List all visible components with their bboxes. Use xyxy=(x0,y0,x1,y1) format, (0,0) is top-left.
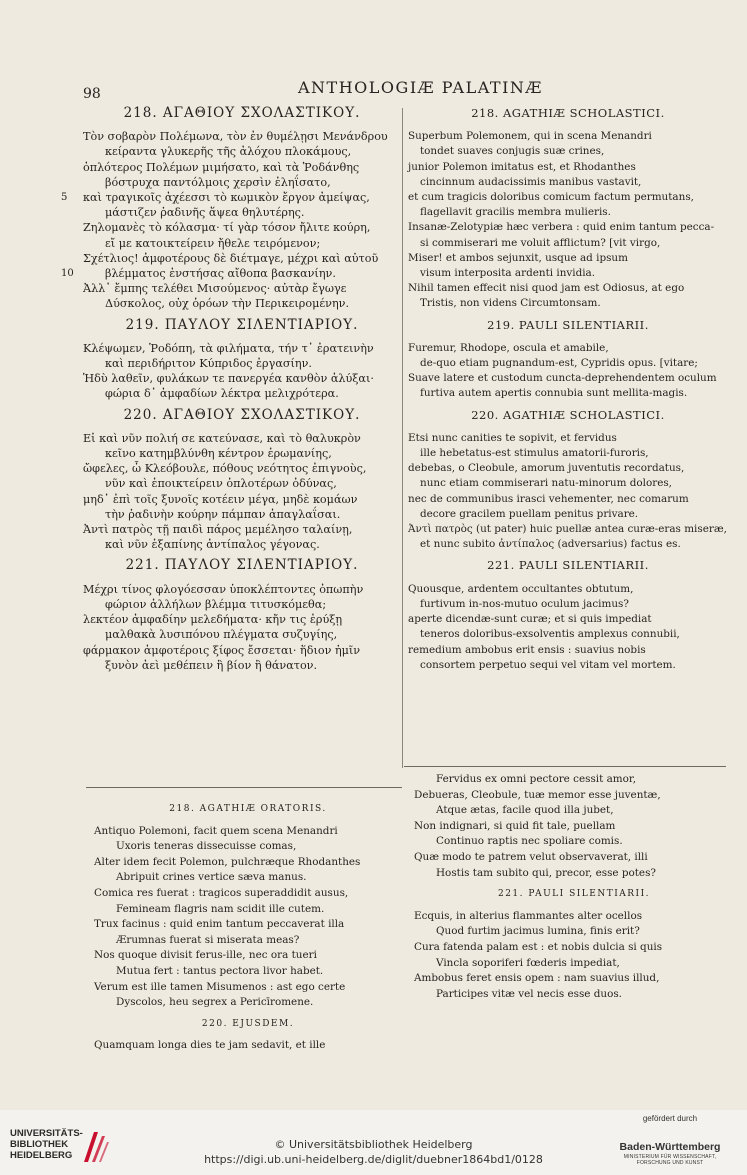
verse-line xyxy=(408,175,728,190)
verse-line xyxy=(408,281,728,296)
verse-text: Superbum Polemonem, qui in scena Menandri xyxy=(408,130,652,143)
verse-line xyxy=(83,643,401,658)
verse-line xyxy=(408,507,728,522)
verse-line xyxy=(83,612,401,627)
verse-text: ille hebetatus-est stimulus amatorii-furoris, xyxy=(420,447,649,460)
verse-text: Atque ætas, facile quod illa jubet, xyxy=(436,804,614,817)
verse-line xyxy=(83,658,401,673)
verse-line xyxy=(408,522,728,537)
verse-text: remedium ambobus erit ensis : suavius nobis xyxy=(408,643,646,656)
verse-line xyxy=(414,788,734,804)
verse-text: νῦν καὶ ἐποικτείρειν ὁπλοτέρων ὀδύνας, xyxy=(105,477,337,491)
verse-line xyxy=(83,476,401,491)
verse-line xyxy=(408,356,728,371)
verse-text: Debueras, Cleobule, tuæ memor esse juventæ, xyxy=(414,788,661,801)
verse-text: Μέχρι τίνος φλογόεσσαν ὑποκλέπτοντες ὀπωπὴν xyxy=(83,582,364,596)
verse-line xyxy=(414,956,734,972)
verse-text: Tristis, non videns Circumtonsam. xyxy=(420,297,601,310)
verse-line xyxy=(408,251,728,266)
verse-text: εἴ με κατοικτείρειν ἤθελε τειρόμενον; xyxy=(105,236,321,250)
verse-line xyxy=(408,236,728,251)
verse-line xyxy=(94,870,402,886)
verse-line xyxy=(83,129,401,144)
line-number: 10 xyxy=(61,268,74,280)
verse-text: Κλέψωμεν, Ῥοδόπη, τὰ φιλήματα, τήν τ᾽ ἐρατεινὴν xyxy=(83,341,374,355)
verse-line xyxy=(408,220,728,235)
verse-text: Miser! et ambos sejunxit, usque ad ipsum xyxy=(408,251,628,264)
verse-text: Fervidus ex omni pectore cessit amor, xyxy=(436,773,637,785)
verse-line xyxy=(408,190,728,205)
verse-line xyxy=(83,205,401,220)
section-heading: 218. AGATHIÆ SCHOLASTICI. xyxy=(471,106,665,120)
section-heading: 221. ΠΑΥΛΟΥ ΣΙΛΕΝΤΙΑΡΙΟΥ. xyxy=(125,557,359,574)
copyright-notice: © Universitätsbibliothek Heidelberg xyxy=(274,1138,473,1151)
verse-line xyxy=(94,917,402,933)
verse-text: de-quo etiam pugnandum-est, Cypridis opus. [vitare; xyxy=(420,357,698,370)
verse-line xyxy=(94,855,402,871)
verse-text: Ἡδὺ λαθεῖν, φυλάκων τε πανεργέα κανθὸν ἀλύξαι· xyxy=(83,372,374,386)
verse-line xyxy=(414,803,734,819)
verse-text: Quæ modo te patrem velut observaverat, illi xyxy=(414,850,648,863)
verse-text: Mutua fert : tantus pectora livor habet. xyxy=(116,964,324,977)
verse-text: Cura fatenda palam est : et nobis dulcia si quis xyxy=(414,940,663,953)
verse-line xyxy=(408,129,728,144)
funded-by-label: gefördert durch xyxy=(642,1114,698,1123)
library-name-line: HEIDELBERG xyxy=(10,1150,73,1161)
verse-text: furtivum in-nos-mutuo oculum jacimus? xyxy=(420,597,629,610)
verse-line xyxy=(94,980,402,996)
verse-line xyxy=(83,386,401,401)
verse-line xyxy=(83,537,401,552)
verse-text: Uxoris teneras dissecuisse comas, xyxy=(116,840,297,853)
verse-line xyxy=(83,296,401,311)
verse-line xyxy=(414,772,734,788)
permalink-url[interactable]: https://digi.ub.uni-heidelberg.de/diglit/duebner1864bd1/0128 xyxy=(204,1153,543,1166)
sponsor-block xyxy=(615,1114,725,1166)
verse-text: Etsi nunc canities te sopivit, et fervidus xyxy=(408,431,617,444)
verse-text: debebas, o Cleobule, amorum juventutis recordatus, xyxy=(408,462,685,475)
verse-line xyxy=(414,924,734,940)
verse-text: Hostis tam subito qui, precor, esse potes? xyxy=(436,866,656,879)
verse-line xyxy=(83,446,401,461)
verse-line xyxy=(94,886,402,902)
verse-line xyxy=(94,995,402,1011)
verse-text: Antiquo Polemoni, facit quem scena Menandri xyxy=(94,824,338,837)
section-heading: 219. ΠΑΥΛΟΥ ΣΙΛΕΝΤΙΑΡΙΟΥ. xyxy=(125,316,359,333)
verse-line xyxy=(83,507,401,522)
verse-line xyxy=(408,627,728,642)
verse-line xyxy=(83,175,401,190)
verse-line xyxy=(83,160,401,175)
verse-line xyxy=(408,612,728,627)
verse-line xyxy=(83,144,401,159)
verse-line xyxy=(414,987,734,1003)
verse-text: Ἀντὶ πατρὸς (ut pater) huic puellæ antea curæ-eras miseræ, xyxy=(408,523,727,536)
verse-text: visum interposita ardenti invidia. xyxy=(420,267,596,280)
verse-line xyxy=(408,386,728,401)
library-name-line: UNIVERSITÄTS- xyxy=(10,1128,83,1139)
verse-text: Ἀντὶ πατρὸς τῇ παιδὶ πάρος μεμέλησο ταλαίνῃ, xyxy=(83,523,353,537)
verse-line xyxy=(83,431,401,446)
section-heading: 220. ΑΓΑΘΙΟΥ ΣΧΟΛΑΣΤΙΚΟΥ. xyxy=(123,406,361,423)
verse-line xyxy=(83,582,401,597)
verse-line xyxy=(408,537,728,552)
verse-text: μαλθακὰ λυσιπόνου πλέγματα συζυγίης, xyxy=(105,628,338,642)
page-footer xyxy=(0,1110,747,1175)
verse-text: furtiva autem apertis connubia sunt mellita-magis. xyxy=(420,387,688,400)
sponsor-name: Baden-Württemberg xyxy=(619,1141,721,1153)
verse-text: βόστρυχα παντόλμοις χερσὶν ἐληΐσατο, xyxy=(105,175,331,189)
verse-line xyxy=(408,205,728,220)
verse-text: μάστιζεν ῥαδινῆς ἅψεα θηλυτέρης. xyxy=(105,206,305,220)
sponsor-subtitle: MINISTERIUM FÜR WISSENSCHAFT, FORSCHUNG UND KUNST xyxy=(623,1154,717,1166)
library-name-line: BIBLIOTHEK xyxy=(10,1139,69,1150)
verse-line xyxy=(408,492,728,507)
section-heading: 218. AGATHIÆ ORATORIS. xyxy=(169,804,327,814)
verse-text: καὶ περιδήριτον Κύπριδος ἐργασίην. xyxy=(105,357,312,371)
verse-text: aperte dicendæ-sunt curæ; et si quis impediat xyxy=(408,613,652,626)
verse-text: φώριον ἀλλήλων βλέμμα τιτυσκόμεθα; xyxy=(105,597,327,611)
verse-text: τὴν ῥαδινὴν κούρην πάμπαν ἀπαγλαΐσαι. xyxy=(105,507,341,521)
verse-text: tondet suaves conjugis suæ crines, xyxy=(420,145,605,158)
section-heading: 220. EJUSDEM. xyxy=(201,1018,295,1029)
verse-text: junior Polemon imitatus est, et Rhodanthes xyxy=(408,160,636,173)
verse-line xyxy=(94,839,402,855)
verse-text: Comica res fuerat : tragicos superaddidit ausus, xyxy=(94,886,349,899)
verse-line xyxy=(94,1038,402,1054)
verse-line xyxy=(408,643,728,658)
section-rule xyxy=(86,787,402,788)
verse-text: Εἰ καὶ νῦν πολιή σε κατεύνασε, καὶ τὸ θαλυκρὸν xyxy=(83,431,361,445)
verse-line xyxy=(408,476,728,491)
verse-text: ὁπλότερος Πολέμων μιμήσατο, καὶ τὰ Ῥοδάνθης xyxy=(83,160,360,174)
verse-text: nec de communibus irasci vehementer, nec comarum xyxy=(408,492,689,505)
verse-text: Ἀλλ᾽ ἔμπης τελέθει Μισούμενος· αὐτὰρ ἔγωγε xyxy=(83,282,347,296)
verse-line xyxy=(408,431,728,446)
verse-text: Trux facinus : quid enim tantum peccaverat illa xyxy=(94,918,345,931)
verse-text: Participes vitæ vel necis esse duos. xyxy=(436,987,622,1000)
verse-text: Furemur, Rhodope, oscula et amabile, xyxy=(408,341,609,354)
verse-text: φώρια δ᾽ ἀμφαδίων λέκτρα μελιχρότερα. xyxy=(105,387,339,401)
greek-text-column xyxy=(61,100,401,673)
verse-line xyxy=(83,371,401,386)
section-heading: 221. PAULI SILENTIARII. xyxy=(487,558,649,573)
verse-line xyxy=(61,190,401,205)
verse-line xyxy=(83,356,401,371)
column-divider xyxy=(402,108,403,768)
verse-line xyxy=(414,971,734,987)
verse-text: Quousque, ardentem occultantes obtutum, xyxy=(408,582,634,595)
verse-line xyxy=(94,933,402,949)
verse-text: Nihil tamen effecit nisi quod jam est Odiosus, at ego xyxy=(408,282,685,295)
verse-line xyxy=(83,251,401,266)
verse-text: et nunc subito ἀντίπαλος (adversarius) factus es. xyxy=(420,538,681,551)
verse-line xyxy=(83,461,401,476)
verse-text: Ærumnas fuerat si miserata meas? xyxy=(116,933,300,946)
verse-line xyxy=(408,341,728,356)
verse-line xyxy=(83,341,401,356)
verse-line xyxy=(408,266,728,281)
verse-line xyxy=(83,492,401,507)
verse-line xyxy=(408,658,728,673)
verse-text: flagellavit gracilis membra mulieris. xyxy=(420,206,611,219)
verse-line xyxy=(408,144,728,159)
section-heading: 221. PAULI SILENTIARII. xyxy=(497,889,651,900)
running-title: ANTHOLOGIÆ PALATINÆ xyxy=(298,78,543,97)
verse-line xyxy=(408,371,728,386)
verse-text: Suave latere et custodum cuncta-deprehendentem oculum xyxy=(408,372,717,385)
verse-text: consortem perpetuo sequi vel vitam vel mortem. xyxy=(420,658,676,671)
verse-line xyxy=(414,850,734,866)
section-heading: 220. AGATHIÆ SCHOLASTICI. xyxy=(471,407,665,422)
verse-text: Continuo raptis nec spoliare comis. xyxy=(436,835,623,848)
verse-text: Verum est ille tamen Misumenos : ast ego certe xyxy=(94,980,346,993)
verse-text: si commiserari me voluit afflictum? [vit virgo, xyxy=(420,236,661,249)
verse-text: decore gracilem puellam penitus privare. xyxy=(420,507,639,520)
section-heading: 218. ΑΓΑΘΙΟΥ ΣΧΟΛΑΣΤΙΚΟΥ. xyxy=(123,105,361,121)
page-number: 98 xyxy=(83,86,101,102)
verse-text: Vincla soporiferi fœderis impediat, xyxy=(436,956,620,969)
verse-text: Quamquam longa dies te jam sedavit, et ille xyxy=(94,1039,326,1052)
verse-line xyxy=(83,236,401,251)
verse-text: Ambobus feret ensis opem : nam suavius illud, xyxy=(414,972,660,985)
verse-text: Ecquis, in alterius flammantes alter ocellos xyxy=(414,909,643,922)
verse-line xyxy=(408,160,728,175)
section-heading: 219. PAULI SILENTIARII. xyxy=(487,317,649,332)
verse-line xyxy=(94,948,402,964)
line-number: 5 xyxy=(61,192,68,204)
verse-line xyxy=(414,819,734,835)
verse-text: καὶ τραγικοῖς ἀχέεσσι τὸ κωμικὸν ἔργον ἀμείψας, xyxy=(83,191,370,205)
verse-line xyxy=(408,597,728,612)
verse-text: nunc etiam commiserari natu-minorum dolores, xyxy=(420,477,672,490)
verse-text: Alter idem fecit Polemon, pulchræque Rhodanthes xyxy=(94,855,361,868)
verse-text: teneros doloribus-exsolventis amplexus connubii, xyxy=(420,628,680,641)
verse-text: Non indignari, si quid fit tale, puellam xyxy=(414,819,616,832)
verse-line xyxy=(83,627,401,642)
verse-line xyxy=(83,281,401,296)
verse-line xyxy=(61,266,401,281)
verse-line xyxy=(83,597,401,612)
verse-line xyxy=(94,964,402,980)
verse-text: Abripuit crines vertice sæva manus. xyxy=(116,871,307,884)
verse-text: et cum tragicis doloribus comicum factum permutans, xyxy=(408,191,694,204)
verse-text: μηδ᾽ ἐπὶ τοῖς ξυνοῖς κοτέειν μέγα, μηδὲ κομάων xyxy=(83,492,358,506)
verse-line xyxy=(414,866,734,882)
verse-text: Τὸν σοβαρὸν Πολέμωνα, τὸν ἐν θυμέλῃσι Μενάνδρου xyxy=(83,130,388,144)
verse-translation-left xyxy=(94,796,402,1054)
verse-line xyxy=(83,522,401,537)
verse-translation-right xyxy=(414,772,734,1002)
verse-text: ὤφελες, ὦ Κλεόβουλε, πόθους νεότητος ἐπιγνοὺς, xyxy=(83,462,367,476)
verse-text: βλέμματος ἐνστήσας αἴθοπα βασκανίην. xyxy=(105,267,336,281)
verse-line xyxy=(408,296,728,311)
verse-text: κεῖνο κατημβλύνθη κέντρον ἐρωμανίης, xyxy=(105,447,332,461)
verse-line xyxy=(408,461,728,476)
verse-line xyxy=(94,902,402,918)
verse-line xyxy=(83,220,401,235)
latin-translation-column xyxy=(408,100,728,673)
verse-text: cincinnum audacissimis manibus vastavit, xyxy=(420,175,642,188)
verse-text: λεκτέον ἀμφαδίην μελεδήματα· κἤν τις ἐρύξῃ xyxy=(83,613,343,627)
verse-text: Nos quoque divisit ferus-ille, nec ora tueri xyxy=(94,949,317,962)
verse-text: καὶ νῦν ἐξαπίνης ἀντίπαλος γέγονας. xyxy=(105,538,320,552)
verse-line xyxy=(94,824,402,840)
page-header xyxy=(0,76,747,100)
verse-text: ξυνὸν ἀεὶ μεθέπειν ἢ βίον ἢ θάνατον. xyxy=(105,658,318,672)
verse-text: Quod furtim jacimus lumina, finis erit? xyxy=(436,925,640,938)
verse-text: Insanæ-Zelotypiæ hæc verbera : quid enim tantum pecca- xyxy=(408,221,715,234)
verse-line xyxy=(414,909,734,925)
section-rule xyxy=(404,766,726,767)
verse-line xyxy=(408,446,728,461)
verse-text: φάρμακον ἀμφοτέροις ξίφος ἔσσεται· ἥδιον ἡμῖν xyxy=(83,643,361,657)
verse-line xyxy=(414,834,734,850)
verse-text: Σχέτλιος! ἀμφοτέρους δὲ διέτμαγε, μέχρι καὶ αὐτοῦ xyxy=(83,251,379,265)
verse-text: Ζηλομανὲς τὸ κόλασμα· τί γὰρ τόσον ἤλιτε κούρη, xyxy=(83,221,371,235)
verse-text: Δύσκολος, οὐχ ὁρόων τὴν Περικειρομένην. xyxy=(105,297,350,311)
verse-text: κείραντα γλυκερῆς τῆς ἀλόχου πλοκάμους, xyxy=(105,145,352,159)
verse-line xyxy=(414,940,734,956)
verse-line xyxy=(408,582,728,597)
verse-text: Dyscolos, heu segrex a Pericīromene. xyxy=(116,996,314,1009)
verse-text: Femineam flagris nam scidit ille cutem. xyxy=(116,902,325,915)
